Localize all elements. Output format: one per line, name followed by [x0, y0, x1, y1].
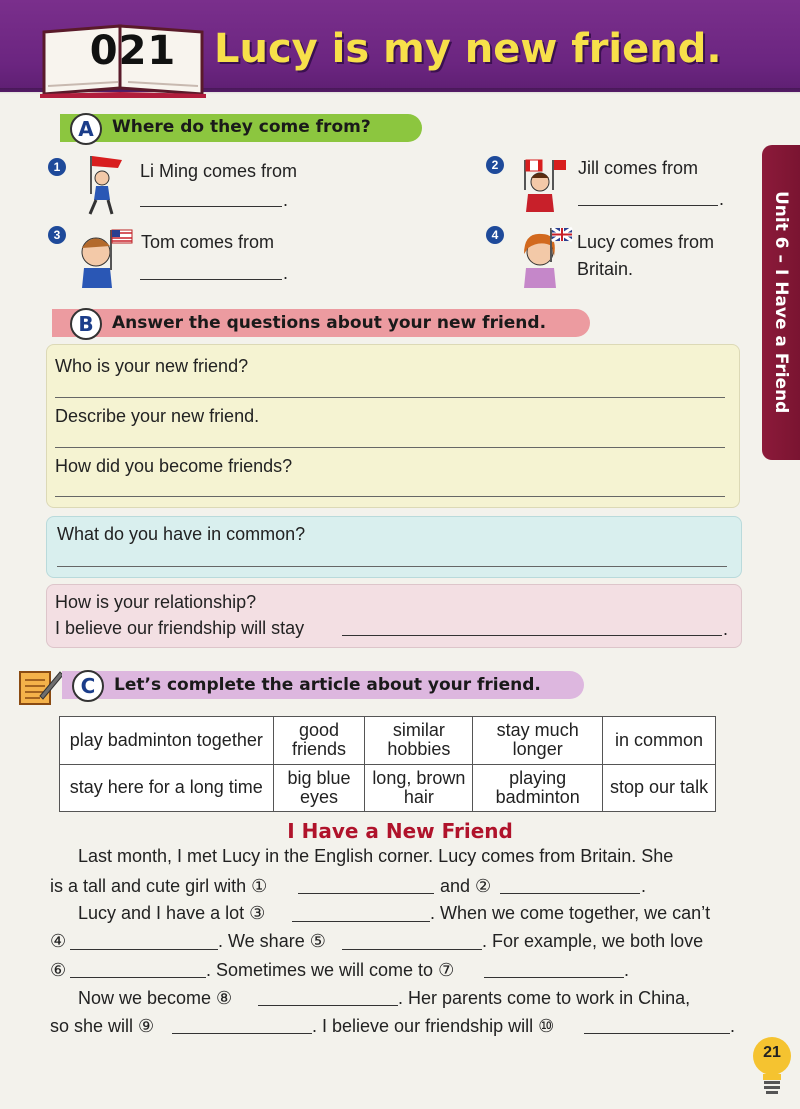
item-1-text: Li Ming comes from	[140, 161, 298, 181]
word-bank-row	[60, 717, 716, 765]
article-title: I Have a New Friend	[287, 819, 513, 843]
page-number: 21	[763, 1044, 781, 1061]
item-1-period: .	[283, 190, 289, 210]
question-describe: Describe your new friend.	[55, 406, 260, 426]
article-blank-8[interactable]	[258, 1005, 398, 1006]
article-line-4-b: . We share ⑤	[218, 931, 326, 951]
question-how-friends: How did you become friends?	[55, 456, 293, 476]
article-line-7-c: .	[730, 1016, 736, 1036]
item-3-text: Tom comes from	[141, 232, 275, 252]
article-blank-5[interactable]	[342, 949, 482, 950]
article-line-6-a: Now we become ⑧	[78, 988, 233, 1008]
answer-line-friendship-stay[interactable]	[342, 635, 722, 636]
article-blank-4[interactable]	[70, 949, 218, 950]
item-4-text: Lucy comes from	[577, 232, 715, 252]
section-a-title: Where do they come from?	[112, 117, 371, 137]
word-bank-cell: good friends	[273, 717, 365, 765]
item-3-period: .	[283, 263, 289, 283]
section-a-letter: A	[70, 113, 102, 145]
word-bank-cell: long, brown hair	[365, 764, 473, 812]
answer-line-describe[interactable]	[55, 447, 725, 448]
article-line-7-a: so she will ⑨	[50, 1016, 155, 1036]
girl-with-uk-flag-icon	[510, 226, 574, 288]
section-b-letter: B	[70, 308, 102, 340]
word-bank-cell: big blue eyes	[273, 764, 365, 812]
item-number-4: 4	[486, 226, 504, 244]
word-bank-cell: stop our talk	[603, 764, 716, 812]
answer-line-who[interactable]	[55, 397, 725, 398]
item-2-period: .	[719, 189, 725, 209]
article-line-7-b: . I believe our friendship will ⑩	[312, 1016, 555, 1036]
page-title: Lucy is my new friend.	[214, 26, 722, 72]
word-bank-table	[59, 716, 716, 812]
article-blank-1[interactable]	[298, 893, 434, 894]
word-bank-cell: similar hobbies	[365, 717, 473, 765]
answer-blank-3[interactable]	[140, 279, 282, 280]
article-blank-3[interactable]	[292, 921, 430, 922]
question-friendship-stay: I believe our friendship will stay	[55, 618, 305, 638]
article-line-6-b: . Her parents come to work in China,	[398, 988, 691, 1008]
side-tab-label: Unit 6 – I Have a Friend	[771, 191, 791, 414]
word-bank-cell: stay here for a long time	[60, 764, 274, 812]
question-relationship: How is your relationship?	[55, 592, 257, 612]
item-number-3: 3	[48, 226, 66, 244]
article-blank-2[interactable]	[500, 893, 640, 894]
word-bank-cell: playing badminton	[473, 764, 603, 812]
section-b-title: Answer the questions about your new friend.	[112, 313, 547, 333]
lesson-number: 021	[89, 28, 177, 74]
word-bank-cell: in common	[603, 717, 716, 765]
article-line-5-a: ⑥	[50, 960, 67, 980]
boy-with-usa-flag-icon	[76, 226, 136, 288]
boy-with-china-flag-icon	[82, 152, 128, 216]
question-who: Who is your new friend?	[55, 356, 249, 376]
article-line-5-b: . Sometimes we will come to ⑦	[206, 960, 455, 980]
article-line-3-b: . When we come together, we can’t	[430, 903, 711, 923]
section-c-title: Let’s complete the article about your friend.	[114, 675, 541, 695]
item-number-2: 2	[486, 156, 504, 174]
article-line-5-c: .	[624, 960, 630, 980]
answer-blank-2[interactable]	[578, 205, 718, 206]
answer-line-how-friends[interactable]	[55, 496, 725, 497]
article-line-3-a: Lucy and I have a lot ③	[78, 903, 266, 923]
article-blank-9[interactable]	[172, 1033, 312, 1034]
question-common: What do you have in common?	[57, 524, 306, 544]
word-bank-cell: stay much longer	[473, 717, 603, 765]
word-bank-cell: play badminton together	[60, 717, 274, 765]
answer-line-common[interactable]	[57, 566, 727, 567]
article-line-1: Last month, I met Lucy in the English corner. Lucy comes from Britain. She	[78, 846, 674, 866]
article-line-2-c: .	[641, 876, 647, 896]
writing-notebook-icon	[18, 668, 64, 706]
article-line-4-a: ④	[50, 931, 67, 951]
article-blank-10[interactable]	[584, 1033, 730, 1034]
girl-with-canada-flag-icon	[514, 156, 568, 212]
item-4-answer: Britain.	[577, 259, 634, 279]
article-blank-6[interactable]	[70, 977, 206, 978]
article-blank-7[interactable]	[484, 977, 624, 978]
word-bank-row	[60, 764, 716, 812]
item-2-text: Jill comes from	[578, 158, 699, 178]
friendship-period: .	[723, 619, 729, 639]
item-number-1: 1	[48, 158, 66, 176]
article-line-2-b: and ②	[440, 876, 492, 896]
article-line-4-c: . For example, we both love	[482, 931, 704, 951]
answer-blank-1[interactable]	[140, 206, 282, 207]
section-c-letter: C	[72, 670, 104, 702]
article-line-2-a: is a tall and cute girl with ①	[50, 876, 268, 896]
